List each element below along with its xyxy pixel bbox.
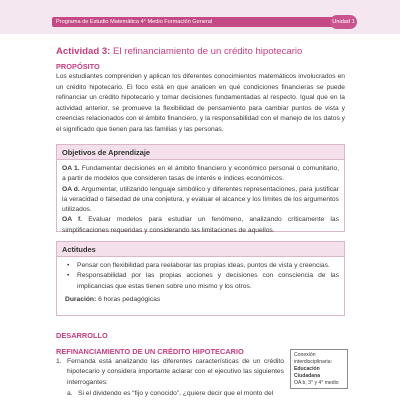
objetivos-heading: Objetivos de Aprendizaje: [57, 145, 344, 160]
oa-text: Argumentar, utilizando lenguaje simbólico y diferentes representaciones, para justificar la veracidad o falsedad de una conjetura, y evaluar el alcance y los límites de los argumentos utilizados.: [62, 185, 339, 214]
list-item: [56, 357, 284, 388]
sub-item-letter: a.: [67, 389, 73, 397]
bullet-icon: •: [67, 272, 70, 280]
actitud-text: Pensar con flexibilidad para reelaborar las propias ideas, puntos de vista y creencias.: [77, 262, 330, 269]
objetivos-box: [56, 144, 345, 232]
actitudes-box: [56, 241, 345, 316]
actitud-item: [65, 261, 339, 271]
conexion-subject-text: Educación Ciudadana: [294, 365, 321, 379]
activity-intro: [56, 46, 345, 135]
item-text: Fernanda está analizando las diferentes características de un crédito hipotecario y considera importante aclarar con el ejecutivo las siguientes interrogantes:: [67, 358, 284, 386]
actitudes-heading: Actitudes: [57, 242, 344, 257]
duracion-label: Duración:: [65, 295, 97, 303]
section-title: REFINANCIAMIENTO DE UN CRÉDITO HIPOTECARIO: [56, 347, 244, 356]
sub-list-item: [56, 389, 284, 399]
activity-title: [56, 46, 345, 58]
actitud-text: Responsabilidad por las propias acciones y decisiones con consciencia de las implicancias que estas tienen sobre uno mismo y los otros.: [77, 272, 339, 290]
proposito-label: PROPÓSITO: [56, 62, 100, 71]
conexion-subject: [294, 366, 344, 380]
program-title: Programa de Estudio Matemática 4° Medio Formación General: [56, 18, 213, 25]
unit-badge: Unidad 1: [330, 15, 357, 29]
conexion-box: [290, 349, 348, 389]
conexion-detail: OA b, 3° y 4° medio: [294, 379, 339, 386]
item-number: 1.: [56, 358, 62, 365]
oa-text: Evaluar modelos para estudiar un fenómeno, analizando críticamente las simplificaciones requeridas y considerando las limitaciones de aquellos.: [62, 216, 339, 234]
oa-item: [62, 215, 339, 236]
oa-code: OA f.: [62, 216, 83, 224]
oa-text: Fundamentar decisiones en el ámbito financiero y económico personal o comunitario, a partir de modelos que consideren tasas de interés e índices económicos.: [62, 165, 340, 183]
duracion: [65, 295, 339, 305]
bullet-icon: •: [67, 262, 70, 269]
desarrollo-heading: DESARROLLO: [56, 331, 108, 340]
oa-item: [62, 164, 339, 185]
activity-title-prefix: Actividad 3:: [56, 46, 111, 57]
sub-item-text: Si el dividendo es “fijo y conocido”, ¿quiere decir que el monto del: [78, 389, 274, 397]
proposito-text: Los estudiantes comprenden y aplican los diferentes conocimientos matemáticos involucrados en un crédito hipotecario. El foco está en que analicen en qué condiciones financieras se puede refinanciar un crédito hipotecario y tomar decisiones fundamentadas al respecto. Igual que en la actividad anterior, se promueve la flexibilidad de pensamiento para cambiar puntos de vista y creencias relacionados con el ámbito financiero, y la responsabilidad con el manejo de los datos y el significado que tienen para las familias y las personas.: [56, 73, 345, 133]
conexion-label: Conexión interdisciplinaria:: [294, 352, 332, 365]
oa-code: OA 1.: [62, 165, 80, 172]
oa-code: OA d.: [62, 185, 80, 193]
objetivos-body: [57, 160, 344, 236]
duracion-value: 6 horas pedagógicas: [96, 295, 161, 303]
actitudes-body: [57, 257, 344, 305]
actitud-item: [65, 271, 339, 292]
activity-title-rest: El refinanciamiento de un crédito hipotecario: [110, 46, 303, 57]
question-list: [56, 357, 284, 399]
oa-item: [62, 185, 339, 216]
